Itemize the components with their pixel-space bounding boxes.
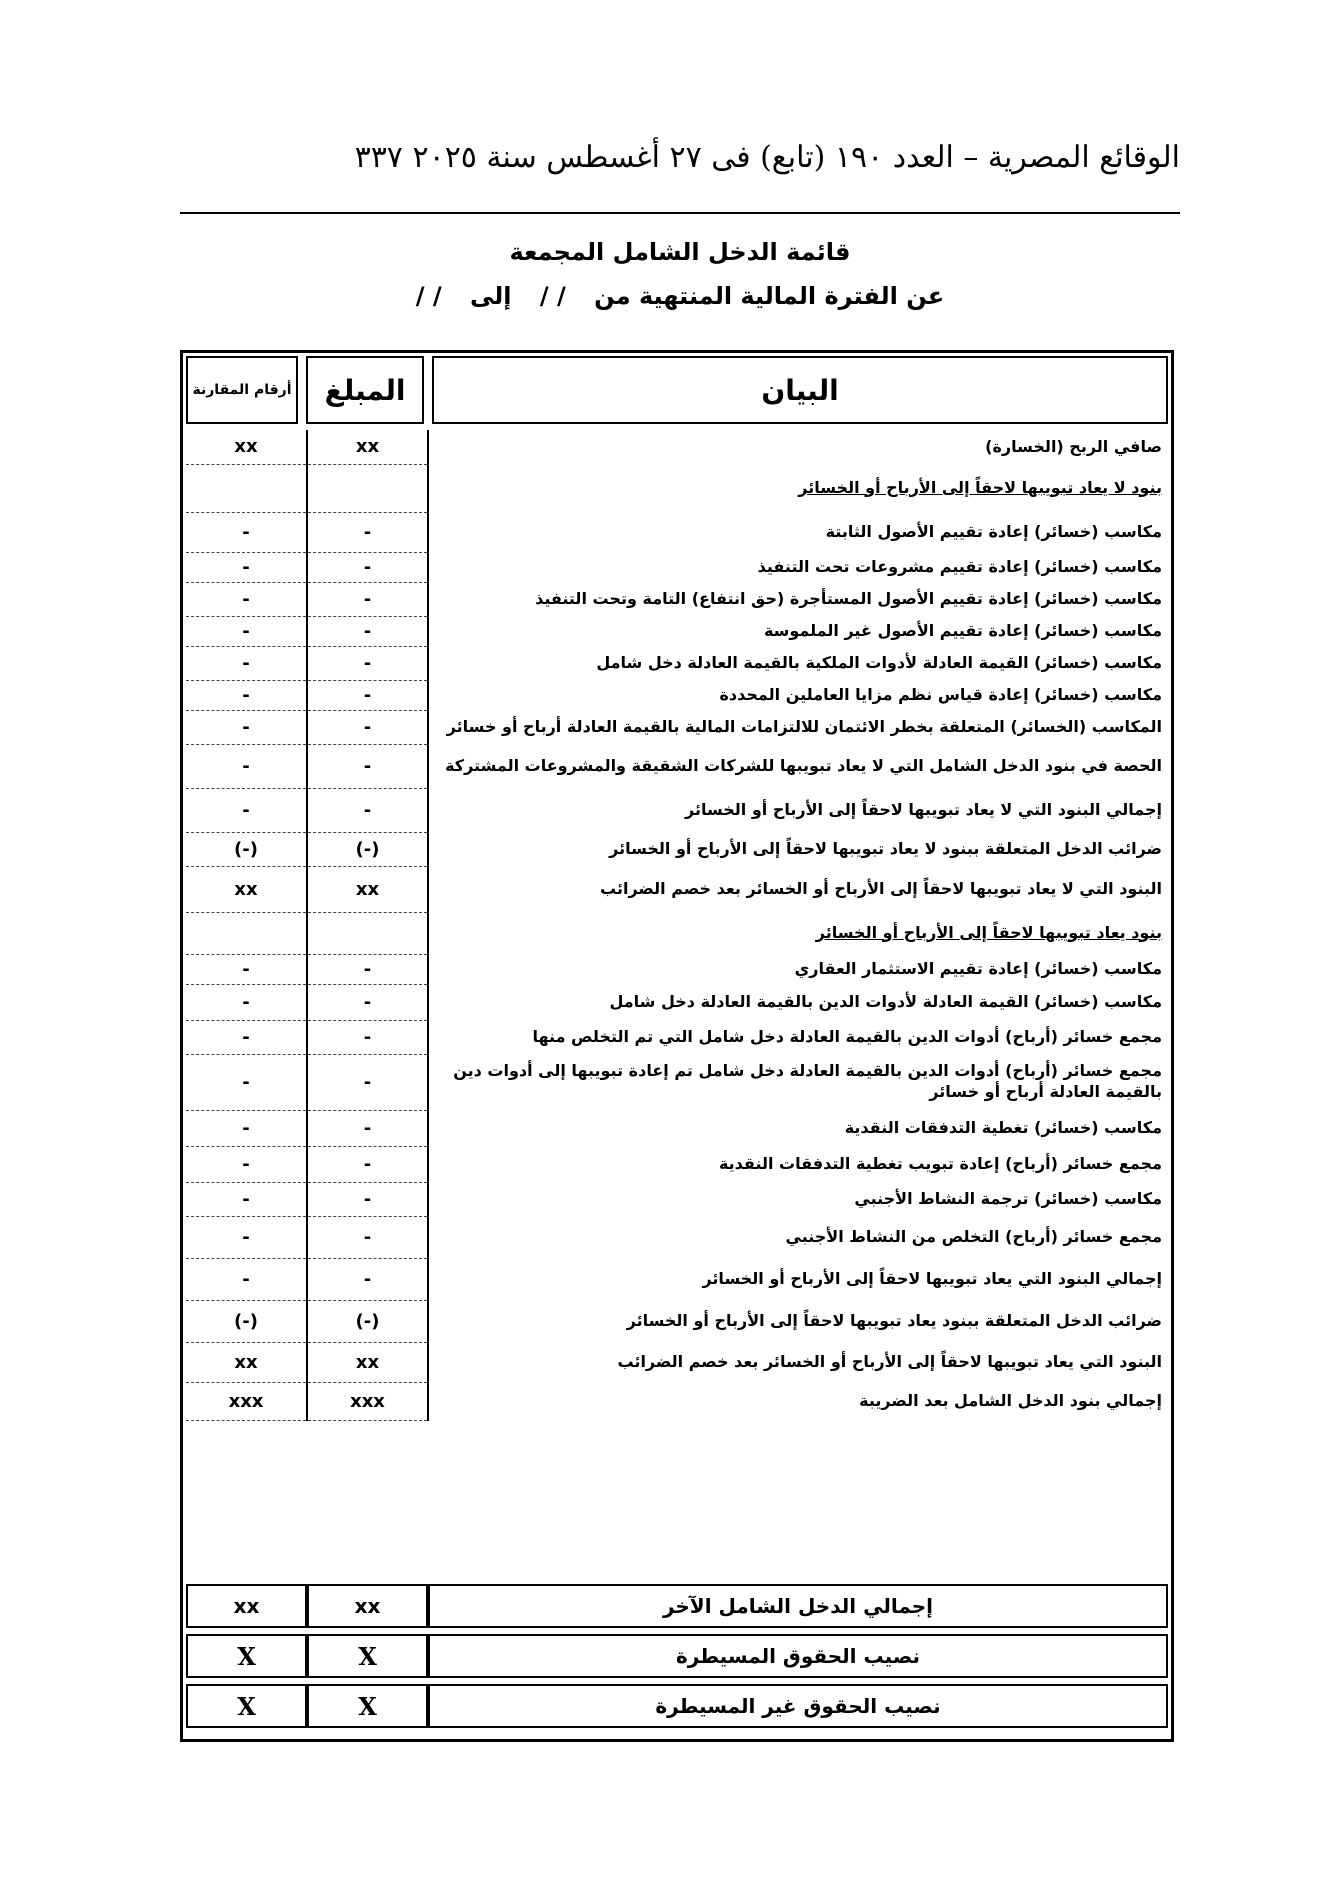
row-comparison: -	[186, 1020, 307, 1054]
row-amount: (-)	[307, 832, 428, 866]
row-description: مكاسب (خسائر) تغطية التدفقات النقدية	[428, 1110, 1168, 1146]
row-comparison: -	[186, 646, 307, 680]
row-comparison	[186, 464, 307, 512]
row-description: مجمع خسائر (أرباح) إعادة تبويب تغطية التدفقات النقدية	[428, 1146, 1168, 1182]
column-header-amount: المبلغ	[306, 356, 424, 424]
row-amount: -	[307, 1182, 428, 1216]
row-amount: xx	[307, 1342, 428, 1382]
row-description: إجمالي بنود الدخل الشامل بعد الضريبة	[428, 1382, 1168, 1420]
row-amount: -	[307, 744, 428, 788]
row-description: مجمع خسائر (أرباح) أدوات الدين بالقيمة العادلة دخل شامل تم إعادة تبويبها إلى أدوات دين بالقيمة العادلة أرباح أو خسائر	[428, 1054, 1168, 1110]
row-amount: xx	[307, 430, 428, 464]
table-row	[186, 1020, 1168, 1054]
row-comparison: (-)	[186, 832, 307, 866]
row-description: مكاسب (خسائر) إعادة تقييم الأصول الثابتة	[428, 512, 1168, 552]
footer-row-comparison: X	[186, 1684, 307, 1728]
row-comparison: -	[186, 1146, 307, 1182]
row-description: بنود لا يعاد تبويبها لاحقاً إلى الأرباح أو الخسائر	[428, 464, 1168, 512]
row-description: مكاسب (خسائر) إعادة تقييم مشروعات تحت التنفيذ	[428, 552, 1168, 582]
table-row	[186, 1182, 1168, 1216]
footer-row-description: نصيب الحقوق غير المسيطرة	[428, 1684, 1168, 1728]
statement-title: قائمة الدخل الشامل المجمعة	[509, 238, 851, 266]
row-comparison: xxx	[186, 1382, 307, 1420]
row-amount: -	[307, 646, 428, 680]
table-row	[186, 680, 1168, 710]
row-comparison: -	[186, 512, 307, 552]
row-comparison: -	[186, 582, 307, 616]
table-row	[186, 832, 1168, 866]
row-comparison: (-)	[186, 1300, 307, 1342]
footer-row	[186, 1684, 1168, 1728]
row-comparison: -	[186, 616, 307, 646]
row-comparison: -	[186, 1182, 307, 1216]
footer-row-description: إجمالي الدخل الشامل الآخر	[428, 1584, 1168, 1628]
period-to: / /	[415, 282, 442, 310]
row-comparison: xx	[186, 1342, 307, 1382]
table-row	[186, 1216, 1168, 1258]
row-amount: -	[307, 680, 428, 710]
row-amount: -	[307, 552, 428, 582]
row-amount: -	[307, 512, 428, 552]
header-divider	[180, 212, 1180, 214]
row-amount: xxx	[307, 1382, 428, 1420]
row-comparison: -	[186, 710, 307, 744]
row-description: إجمالي البنود التي لا يعاد تبويبها لاحقاً إلى الأرباح أو الخسائر	[428, 788, 1168, 832]
footer-row-amount: xx	[307, 1584, 428, 1628]
row-comparison: -	[186, 788, 307, 832]
table-row	[186, 616, 1168, 646]
row-amount: -	[307, 710, 428, 744]
table-row	[186, 1382, 1168, 1420]
table-row	[186, 744, 1168, 788]
table-row	[186, 788, 1168, 832]
row-description: إجمالي البنود التي يعاد تبويبها لاحقاً إلى الأرباح أو الخسائر	[428, 1258, 1168, 1300]
row-description: مكاسب (خسائر) إعادة تقييم الأصول المستأجرة (حق انتفاع) التامة وتحت التنفيذ	[428, 582, 1168, 616]
table-row	[186, 1146, 1168, 1182]
period-to-word: إلى	[470, 282, 512, 310]
table-row	[186, 984, 1168, 1020]
row-amount: -	[307, 954, 428, 984]
table-row	[186, 1054, 1168, 1110]
row-description: مكاسب (خسائر) ترجمة النشاط الأجنبي	[428, 1182, 1168, 1216]
row-amount: -	[307, 1146, 428, 1182]
row-comparison: -	[186, 1054, 307, 1110]
row-amount: -	[307, 1020, 428, 1054]
row-comparison: -	[186, 1258, 307, 1300]
row-comparison: -	[186, 984, 307, 1020]
row-comparison: xx	[186, 866, 307, 912]
row-description: مكاسب (خسائر) إعادة قياس نظم مزايا العاملين المحددة	[428, 680, 1168, 710]
table-row	[186, 552, 1168, 582]
period-from: / /	[539, 282, 566, 310]
row-amount: -	[307, 1258, 428, 1300]
table-row	[186, 710, 1168, 744]
row-description: مكاسب (خسائر) القيمة العادلة لأدوات الدين بالقيمة العادلة دخل شامل	[428, 984, 1168, 1020]
row-amount	[307, 464, 428, 512]
row-description: مجمع خسائر (أرباح) التخلص من النشاط الأجنبي	[428, 1216, 1168, 1258]
footer-row	[186, 1634, 1168, 1678]
table-row	[186, 464, 1168, 512]
row-description: مكاسب (خسائر) إعادة تقييم الاستثمار العقاري	[428, 954, 1168, 984]
row-description: ضرائب الدخل المتعلقة ببنود يعاد تبويبها لاحقاً إلى الأرباح أو الخسائر	[428, 1300, 1168, 1342]
table-row	[186, 1258, 1168, 1300]
column-header-comparison: أرقام المقارنة	[186, 356, 298, 424]
table-row	[186, 1300, 1168, 1342]
row-description: المكاسب (الخسائر) المتعلقة بخطر الائتمان للالتزامات المالية بالقيمة العادلة أرباح أو خسائر	[428, 710, 1168, 744]
row-amount: xx	[307, 866, 428, 912]
row-amount: -	[307, 788, 428, 832]
row-amount: -	[307, 616, 428, 646]
footer-row-description: نصيب الحقوق المسيطرة	[428, 1634, 1168, 1678]
footer-row	[186, 1584, 1168, 1628]
row-amount: (-)	[307, 1300, 428, 1342]
row-comparison: -	[186, 744, 307, 788]
row-description: مجمع خسائر (أرباح) أدوات الدين بالقيمة العادلة دخل شامل التي تم التخلص منها	[428, 1020, 1168, 1054]
row-comparison	[186, 912, 307, 954]
table-row	[186, 1342, 1168, 1382]
row-comparison: -	[186, 1216, 307, 1258]
statement-period	[180, 282, 1180, 310]
row-amount	[307, 912, 428, 954]
row-description: البنود التي يعاد تبويبها لاحقاً إلى الأرباح أو الخسائر بعد خصم الضرائب	[428, 1342, 1168, 1382]
table-row	[186, 954, 1168, 984]
row-amount: -	[307, 1054, 428, 1110]
row-description: بنود يعاد تبويبها لاحقاً إلى الأرباح أو الخسائر	[428, 912, 1168, 954]
period-prefix: عن الفترة المالية المنتهية من	[594, 282, 945, 310]
table-row	[186, 646, 1168, 680]
row-comparison: xx	[186, 430, 307, 464]
footer-row-amount: X	[307, 1634, 428, 1678]
footer-row-amount: X	[307, 1684, 428, 1728]
table-row	[186, 430, 1168, 464]
row-description: مكاسب (خسائر) القيمة العادلة لأدوات الملكية بالقيمة العادلة دخل شامل	[428, 646, 1168, 680]
row-description: الحصة في بنود الدخل الشامل التي لا يعاد تبويبها للشركات الشقيقة والمشروعات المشتركة	[428, 744, 1168, 788]
table-row	[186, 866, 1168, 912]
row-description: صافي الربح (الخسارة)	[428, 430, 1168, 464]
page-header: الوقائع المصرية – العدد ١٩٠ (تابع) فى ٢٧ أغسطس سنة ٢٠٢٥ ٣٣٧	[354, 140, 1180, 175]
statement-body-table	[186, 430, 1168, 1421]
row-description: ضرائب الدخل المتعلقة ببنود لا يعاد تبويبها لاحقاً إلى الأرباح أو الخسائر	[428, 832, 1168, 866]
footer-row-comparison: xx	[186, 1584, 307, 1628]
row-description: البنود التي لا يعاد تبويبها لاحقاً إلى الأرباح أو الخسائر بعد خصم الضرائب	[428, 866, 1168, 912]
row-comparison: -	[186, 552, 307, 582]
table-row	[186, 1110, 1168, 1146]
row-amount: -	[307, 1216, 428, 1258]
row-comparison: -	[186, 1110, 307, 1146]
table-row	[186, 512, 1168, 552]
table-row	[186, 912, 1168, 954]
table-row	[186, 582, 1168, 616]
row-amount: -	[307, 984, 428, 1020]
footer-row-comparison: X	[186, 1634, 307, 1678]
row-description: مكاسب (خسائر) إعادة تقييم الأصول غير الملموسة	[428, 616, 1168, 646]
row-amount: -	[307, 582, 428, 616]
row-comparison: -	[186, 680, 307, 710]
row-amount: -	[307, 1110, 428, 1146]
row-comparison: -	[186, 954, 307, 984]
column-header-description: البيان	[432, 356, 1168, 424]
statement-footer-table	[186, 1578, 1168, 1734]
